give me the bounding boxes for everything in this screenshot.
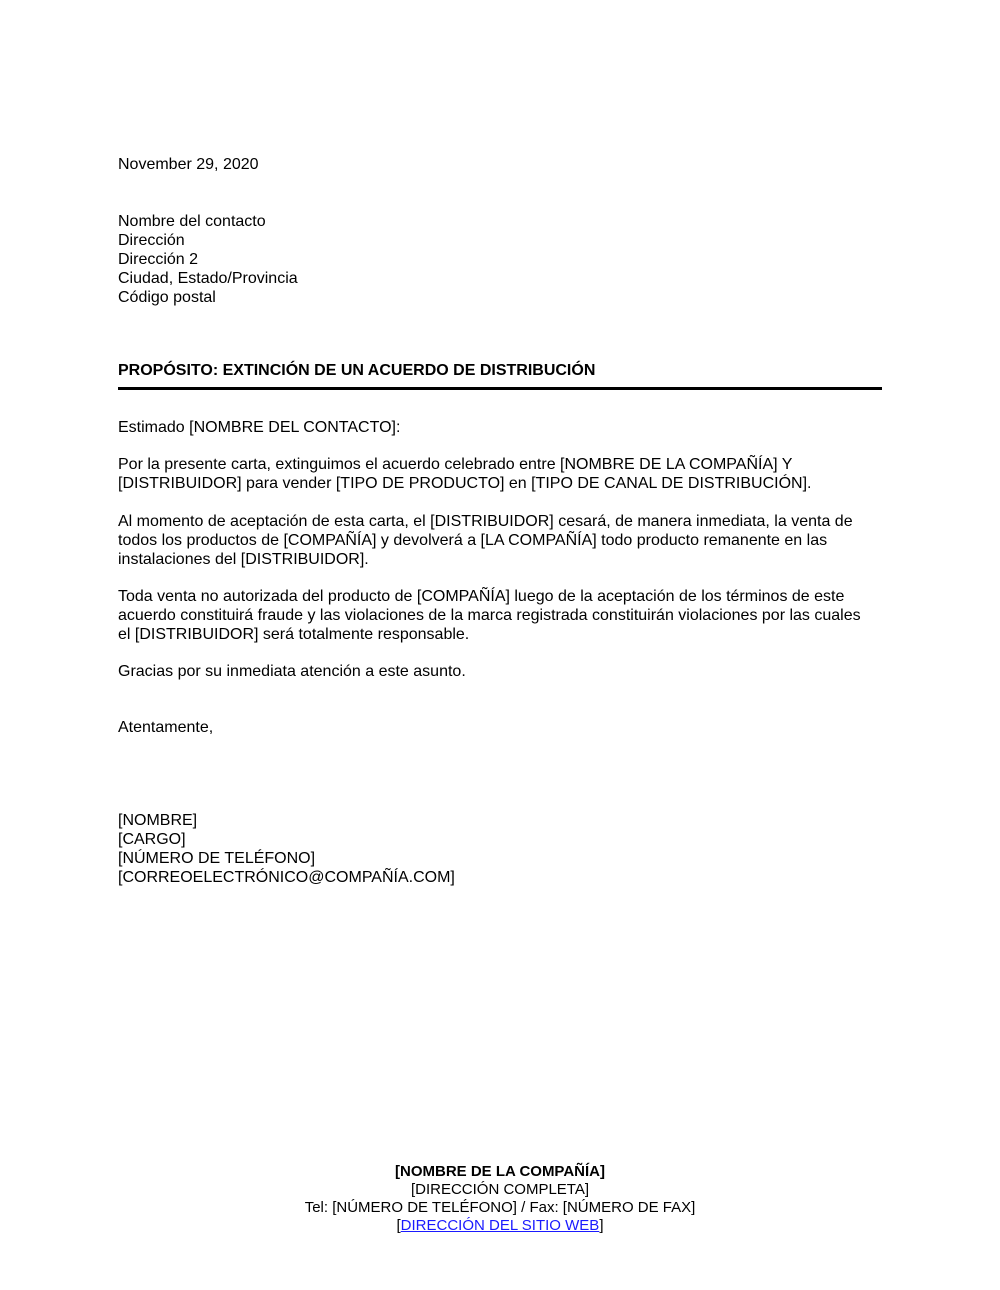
recipient-address <box>118 212 888 307</box>
salutation <box>118 418 888 437</box>
closing-text: Atentamente, <box>118 719 214 736</box>
signature-phone: [NÚMERO DE TELÉFONO] <box>118 850 316 867</box>
paragraph-line: Por la presente carta, extinguimos el acuerdo celebrado entre [NOMBRE DE LA COMPAÑÍA] Y <box>118 456 793 473</box>
closing <box>118 718 888 737</box>
website-open-bracket: [ <box>396 1217 401 1234</box>
signature-title: [CARGO] <box>118 831 186 848</box>
recipient-city-state: Ciudad, Estado/Provincia <box>118 270 298 287</box>
paragraph-line: todos los productos de [COMPAÑÍA] y devolverá a [LA COMPAÑÍA] todo producto remanente en las <box>118 532 828 549</box>
paragraph-line: Al momento de aceptación de esta carta, el [DISTRIBUIDOR] cesará, de manera inmediata, la venta de <box>118 513 853 530</box>
footer-website <box>0 1217 1000 1235</box>
thanks-text: Gracias por su inmediata atención a este asunto. <box>118 663 466 680</box>
subject-text: PROPÓSITO: EXTINCIÓN DE UN ACUERDO DE DISTRIBUCIÓN <box>118 362 596 379</box>
recipient-name: Nombre del contacto <box>118 213 266 230</box>
subject-heading <box>118 361 888 380</box>
website-close-bracket: ] <box>599 1217 604 1234</box>
body-paragraph-3 <box>118 587 888 644</box>
signature-email: [CORREOELECTRÓNICO@COMPAÑÍA.COM] <box>118 869 455 886</box>
signature-block <box>118 811 888 887</box>
paragraph-line: instalaciones del [DISTRIBUIDOR]. <box>118 551 369 568</box>
paragraph-line: [DISTRIBUIDOR] para vender [TIPO DE PRODUCTO] en [TIPO DE CANAL DE DISTRIBUCIÓN]. <box>118 475 812 492</box>
body-paragraph-1 <box>118 455 888 493</box>
paragraph-line: acuerdo constituirá fraude y las violaciones de la marca registrada constituirán violaciones por las cuales <box>118 607 861 624</box>
recipient-address2: Dirección 2 <box>118 251 199 268</box>
company-footer <box>0 1163 1000 1235</box>
date-text: November 29, 2020 <box>118 156 259 173</box>
recipient-address1: Dirección <box>118 232 185 249</box>
thanks-paragraph <box>118 662 888 681</box>
footer-contact: Tel: [NÚMERO DE TELÉFONO] / Fax: [NÚMERO DE FAX] <box>304 1199 696 1216</box>
subject-divider <box>118 387 882 390</box>
footer-company-name: [NOMBRE DE LA COMPAÑÍA] <box>395 1163 605 1180</box>
paragraph-line: Toda venta no autorizada del producto de [COMPAÑÍA] luego de la aceptación de los términos de este <box>118 588 845 605</box>
body-paragraph-2 <box>118 512 888 569</box>
paragraph-line: el [DISTRIBUIDOR] será totalmente responsable. <box>118 626 470 643</box>
recipient-postal-code: Código postal <box>118 289 216 306</box>
website-link[interactable]: DIRECCIÓN DEL SITIO WEB <box>400 1217 600 1234</box>
letter-date <box>118 155 888 174</box>
footer-address: [DIRECCIÓN COMPLETA] <box>410 1181 590 1198</box>
signature-name: [NOMBRE] <box>118 812 198 829</box>
salutation-text: Estimado [NOMBRE DEL CONTACTO]: <box>118 419 401 436</box>
